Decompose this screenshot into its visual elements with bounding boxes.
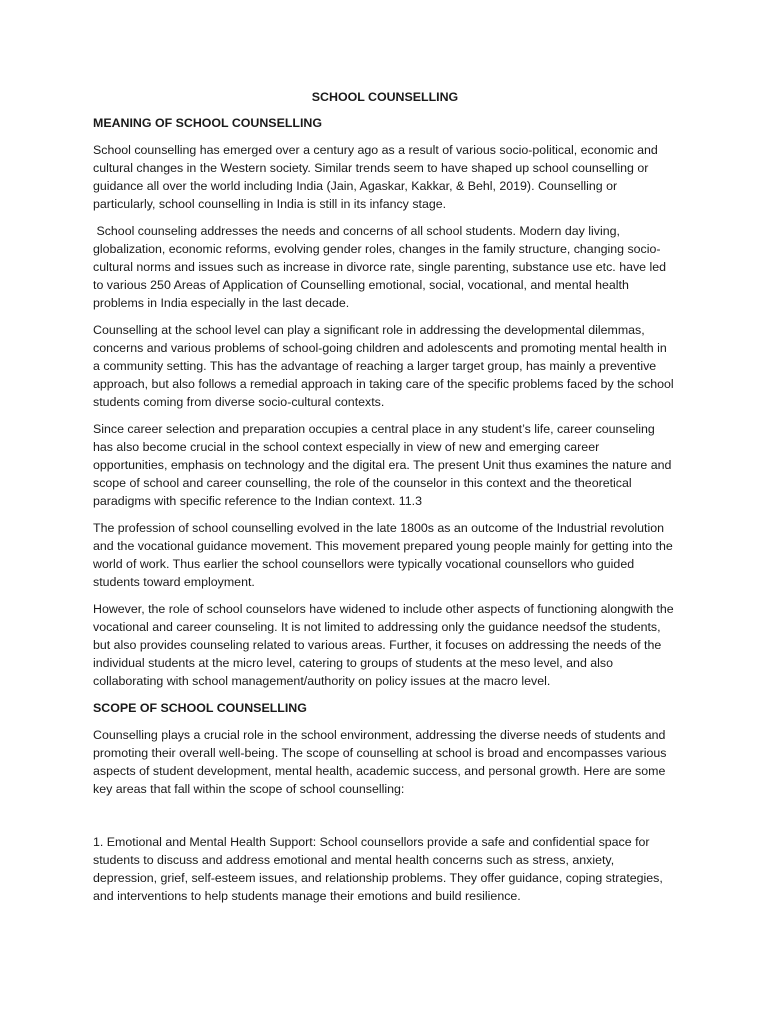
paragraph: The profession of school counselling evolved in the late 1800s as an outcome of the Industrial revolution and the vocational guidance movement. This movement prepared young people mainly for getting into the world of work. Thus earlier the school counsellors were typically vocational counsellors who guided students toward employment. [93, 521, 673, 589]
document-page [93, 88, 677, 914]
paragraph: Counselling at the school level can play a significant role in addressing the developmental dilemmas, concerns and various problems of school-going children and adolescents and promoting mental health in a community setting. This has the advantage of reaching a larger target group, has mainly a preventive approach, but also follows a remedial approach in taking care of the specific problems faced by the school students coming from diverse socio-cultural contexts. [93, 323, 674, 409]
section-heading-scope: SCOPE OF SCHOOL COUNSELLING [93, 701, 307, 715]
list-item: 1. Emotional and Mental Health Support: School counsellors provide a safe and confidential space for students to discuss and address emotional and mental health concerns such as stress, anxiety, depression, grief, self-esteem issues, and relationship problems. They offer guidance, coping strategies, and interventions to help students manage their emotions and build resilience. [93, 835, 663, 903]
paragraph: However, the role of school counselors have widened to include other aspects of functioning alongwith the vocational and career counseling. It is not limited to addressing only the guidance needsof the students, but also provides counseling related to various areas. Further, it focuses on addressing the needs of the individual students at the micro level, catering to groups of students at the meso level, and also collaborating with school management/authority on policy issues at the macro level. [93, 602, 674, 688]
blank-space [93, 807, 677, 833]
paragraph: School counseling addresses the needs and concerns of all school students. Modern day living, globalization, economic reforms, evolving gender roles, changes in the family structure, changing socio-cultural norms and issues such as increase in divorce rate, single parenting, substance use etc. have led to various 250 Areas of Application of Counselling emotional, social, vocational, and mental health problems in India especially in the last decade. [93, 224, 670, 310]
paragraph: Counselling plays a crucial role in the school environment, addressing the diverse needs of students and promoting their overall well-being. The scope of counselling at school is broad and encompasses various aspects of student development, mental health, academic success, and personal growth. Here are some key areas that fall within the scope of school counselling: [93, 728, 667, 796]
paragraph: Since career selection and preparation occupies a central place in any student’s life, career counseling has also become crucial in the school context especially in view of new and emerging career opportunities, emphasis on technology and the digital era. The present Unit thus examines the nature and scope of school and career counselling, the role of the counselor in this context and the theoretical paradigms with specific reference to the Indian context. 11.3 [93, 422, 672, 508]
document-title: SCHOOL COUNSELLING [311, 90, 459, 104]
section-heading-meaning: MEANING OF SCHOOL COUNSELLING [93, 116, 323, 130]
paragraph: School counselling has emerged over a century ago as a result of various socio-political, economic and cultural changes in the Western society. Similar trends seem to have shaped up school counselling or guidance all over the world including India (Jain, Agaskar, Kakkar, & Behl, 2019). Counselling or particularly, school counselling in India is still in its infancy stage. [93, 143, 658, 211]
